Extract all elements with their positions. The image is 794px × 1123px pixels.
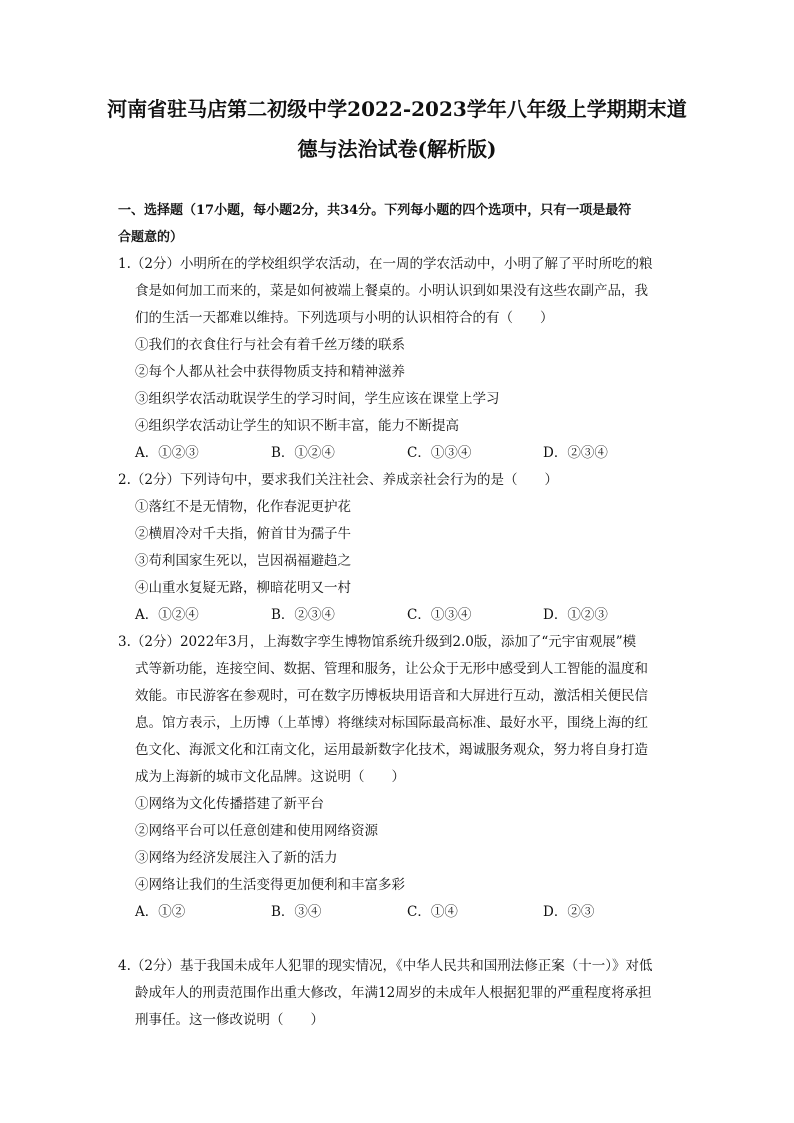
question-4	[118, 953, 690, 1034]
question-stem-line: 色文化、海派文化和江南文化，运用最新数字化技术，竭诚服务观众，努力将自身打造	[135, 742, 648, 758]
statement-option: ③苟利国家生死以，岂因祸福避趋之	[135, 553, 351, 569]
choice-b: B．②③④	[271, 607, 335, 623]
section-heading-line-1: 一、选择题（17小题，每小题2分，共34分。下列每小题的四个选项中，只有一项是最符	[118, 203, 632, 218]
choice-b: B．③④	[271, 904, 322, 920]
section-heading-line-2: 合题意的）	[118, 230, 184, 245]
question-1	[118, 251, 690, 467]
question-stem-line: 4.（2分）基于我国未成年人犯罪的现实情况，《中华人民共和国刑法修正案（十一）》对低	[118, 958, 653, 974]
statement-option: ③组织学农活动耽误学生的学习时间，学生应该在课堂上学习	[135, 391, 500, 407]
statement-option: ②网络平台可以任意创建和使用网络资源	[135, 823, 378, 839]
question-stem-line: 刑事任。这一修改说明（ ）	[135, 1012, 324, 1028]
document-title-line-1: 河南省驻马店第二初级中学2022-2023学年八年级上学期期末道	[107, 97, 687, 121]
statement-option: ②每个人都从社会中获得物质支持和精神滋养	[135, 364, 405, 380]
choice-b: B．①②④	[271, 445, 335, 461]
statement-option: ①网络为文化传播搭建了新平台	[135, 796, 324, 812]
answer-choices	[118, 602, 690, 629]
question-3	[118, 629, 690, 926]
question-stem-line: 龄成年人的刑责范围作出重大修改，年满12周岁的未成年人根据犯罪的严重程度将承担	[135, 985, 652, 1001]
question-stem-line: 3.（2分）2022年3月，上海数字孪生博物馆系统升级到2.0版，添加了“元宇宙观展”模	[118, 634, 637, 650]
question-stem-line: 们的生活一天都难以维持。下列选项与小明的认识相符合的有（ ）	[135, 310, 554, 326]
question-stem-line: 效能。市民游客在参观时，可在数字历博板块用语音和大屏进行互动，激活相关便民信	[135, 688, 648, 704]
choice-c: C．①③④	[407, 445, 472, 461]
answer-choices	[118, 440, 690, 467]
answer-choices	[118, 899, 690, 926]
choice-d: D．①②③	[543, 607, 608, 623]
choice-c: C．①④	[407, 904, 458, 920]
choice-d: D．②③	[543, 904, 595, 920]
document-title-line-2: 德与法治试卷(解析版)	[297, 137, 497, 161]
statement-option: ④组织学农活动让学生的知识不断丰富，能力不断提高	[135, 418, 459, 434]
question-2	[118, 467, 690, 629]
statement-option: ③网络为经济发展注入了新的活力	[135, 850, 338, 866]
question-stem-line: 息。馆方表示，上历博（上革博）将继续对标国际最高标准、最好水平，围绕上海的红	[135, 715, 648, 731]
statement-option: ④山重水复疑无路，柳暗花明又一村	[135, 580, 351, 596]
statement-option: ②横眉冷对千夫指，俯首甘为孺子牛	[135, 526, 351, 542]
choice-c: C．①③④	[407, 607, 472, 623]
statement-option: ①我们的衣食住行与社会有着千丝万缕的联系	[135, 337, 405, 353]
question-stem-line: 成为上海新的城市文化品牌。这说明（ ）	[135, 769, 405, 785]
question-stem-line: 式等新功能，连接空间、数据、管理和服务，让公众于无形中感受到人工智能的温度和	[135, 661, 648, 677]
choice-a: A．①②	[135, 904, 186, 920]
question-stem-line: 1.（2分）小明所在的学校组织学农活动，在一周的学农活动中，小明了解了平时所吃的粮	[118, 256, 653, 272]
question-stem-line: 食是如何加工而来的，菜是如何被端上餐桌的。小明认识到如果没有这些农副产品，我	[135, 283, 648, 299]
question-stem-line: 2.（2分）下列诗句中，要求我们关注社会、养成亲社会行为的是（ ）	[118, 472, 558, 488]
choice-a: A．①②③	[135, 445, 199, 461]
statement-option: ④网络让我们的生活变得更加便利和丰富多彩	[135, 877, 405, 893]
choice-a: A．①②④	[135, 607, 199, 623]
choice-d: D．②③④	[543, 445, 608, 461]
statement-option: ①落红不是无情物，化作春泥更护花	[135, 499, 351, 515]
